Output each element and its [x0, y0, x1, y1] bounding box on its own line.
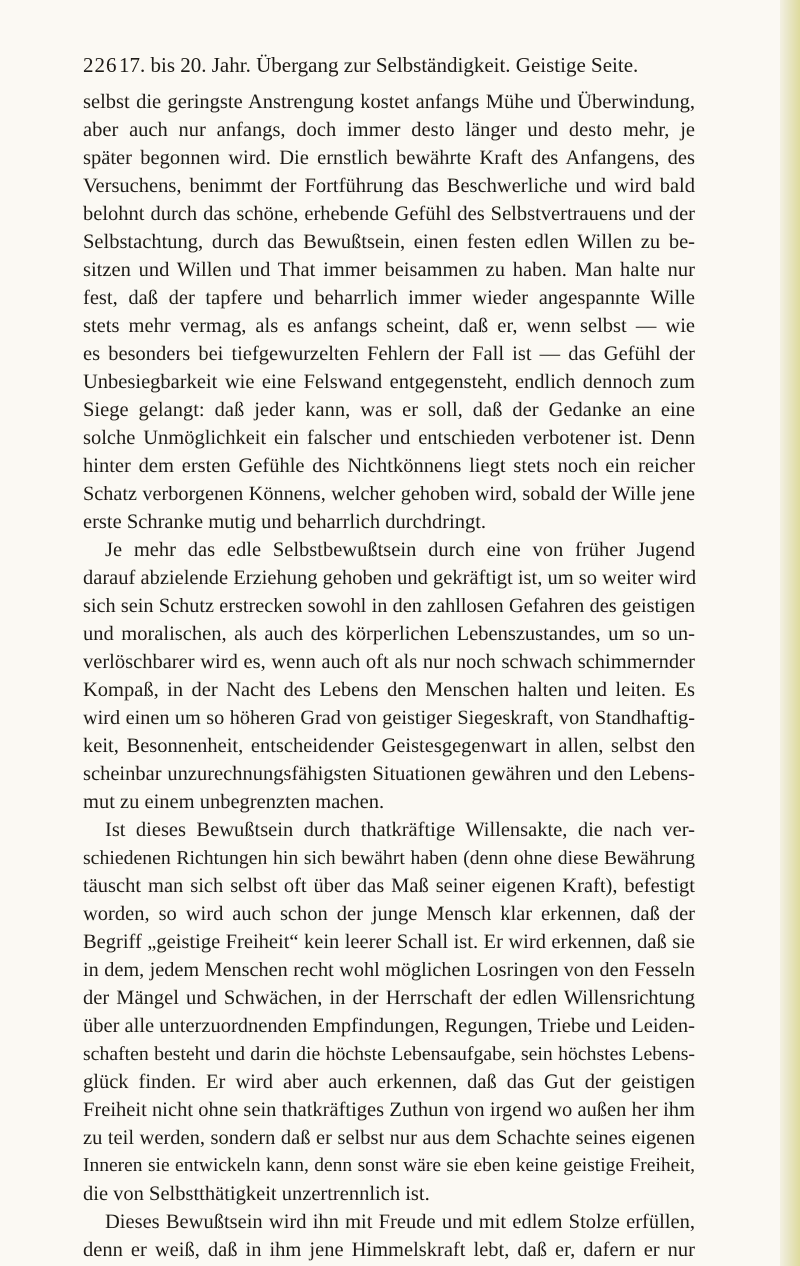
- text-line: glück finden. Er wird aber auch erkennen, daß das Gut der geistigen: [83, 1071, 695, 1093]
- text-line: belohnt durch das schöne, erhebende Gefühl des Selbstvertrauens und der: [83, 203, 695, 225]
- text-line: Selbstachtung, durch das Bewußtsein, einen festen edlen Willen zu be-: [83, 231, 695, 253]
- text-line: hinter dem ersten Gefühle des Nichtkönnens liegt stets noch ein reicher: [83, 455, 695, 477]
- text-line: darauf abzielende Erziehung gehoben und gekräftigt ist, um so weiter wird: [83, 567, 697, 589]
- text-line: der Mängel und Schwächen, in der Herrschaft der edlen Willensrichtung: [83, 987, 695, 1009]
- text-line: scheinbar unzurechnungsfähigsten Situationen gewähren und den Lebens-: [83, 763, 695, 785]
- text-line: aber auch nur anfangs, doch immer desto länger und desto mehr, je: [83, 119, 695, 141]
- text-line: Unbesiegbarkeit wie eine Felswand entgegensteht, endlich dennoch zum: [83, 371, 695, 393]
- text-line: wird einen um so höheren Grad von geistiger Siegeskraft, von Standhaftig-: [83, 707, 695, 729]
- text-line: Begriff „geistige Freiheit“ kein leerer Schall ist. Er wird erkennen, daß sie: [83, 931, 695, 953]
- text-line: Siege gelangt: daß jeder kann, was er soll, daß der Gedanke an eine: [83, 399, 695, 421]
- text-line: denn er weiß, daß in ihm jene Himmelskraft lebt, daß er, dafern er nur: [83, 1239, 695, 1261]
- text-line: Kompaß, in der Nacht des Lebens den Menschen halten und leiten. Es: [83, 679, 695, 701]
- text-line: es besonders bei tiefgewurzelten Fehlern der Fall ist — das Gefühl der: [83, 343, 695, 365]
- text-line: worden, so wird auch schon der junge Mensch klar erkennen, daß der: [83, 903, 695, 925]
- text-line: in dem, jedem Menschen recht wohl möglichen Losringen von den Fesseln: [83, 959, 695, 981]
- text-line: über alle unterzuordnenden Empfindungen, Regungen, Triebe und Leiden-: [83, 1015, 695, 1037]
- text-line: täuscht man sich selbst oft über das Maß seiner eigenen Kraft), befestigt: [83, 875, 695, 897]
- text-line: und moralischen, als auch des körperlichen Lebenszustandes, um so un-: [83, 623, 695, 645]
- paragraph-start-line: Je mehr das edle Selbstbewußtsein durch eine von früher Jugend: [105, 539, 695, 561]
- paragraph-start-line: Ist dieses Bewußtsein durch thatkräftige Willensakte, die nach ver-: [105, 819, 695, 841]
- text-line: fest, daß der tapfere und beharrlich immer wieder angespannte Wille: [83, 287, 695, 309]
- body-text: [83, 88, 695, 1264]
- text-line: verlöschbarer wird es, wenn auch oft als nur noch schwach schimmernder: [83, 651, 695, 673]
- text-line: selbst die geringste Anstrengung kostet anfangs Mühe und Überwindung,: [83, 91, 695, 113]
- text-line: Inneren sie entwickeln kann, denn sonst wäre sie eben keine geistige Freiheit,: [83, 1155, 695, 1176]
- text-line: schiedenen Richtungen hin sich bewährt haben (denn ohne diese Bewährung: [83, 847, 695, 869]
- paragraph-end-line: die von Selbstthätigkeit unzertrennlich ist.: [83, 1183, 430, 1205]
- text-line: zu teil werden, sondern daß er selbst nur aus dem Schachte seines eigenen: [83, 1127, 695, 1149]
- paragraph-start-line: Dieses Bewußtsein wird ihn mit Freude und mit edlem Stolze erfüllen,: [105, 1211, 695, 1233]
- text-line: schaften besteht und darin die höchste Lebensaufgabe, sein höchstes Lebens-: [83, 1043, 695, 1065]
- text-line: sitzen und Willen und That immer beisammen zu haben. Man halte nur: [83, 259, 695, 281]
- paragraph-end-line: mut zu einem unbegrenzten machen.: [83, 791, 385, 813]
- text-line: später begonnen wird. Die ernstlich bewährte Kraft des Anfangens, des: [83, 147, 695, 169]
- running-header: [83, 50, 703, 80]
- text-line: Versuchens, benimmt der Fortführung das Beschwerliche und wird bald: [83, 175, 695, 197]
- running-header-title: 17. bis 20. Jahr. Übergang zur Selbständigkeit. Geistige Seite.: [119, 53, 639, 77]
- text-line: stets mehr vermag, als es anfangs scheint, daß er, wenn selbst — wie: [83, 315, 695, 337]
- text-line: sich sein Schutz erstrecken sowohl in den zahllosen Gefahren des geistigen: [83, 595, 695, 617]
- text-line: Freiheit nicht ohne sein thatkräftiges Zuthun von irgend wo außen her ihm: [83, 1099, 695, 1121]
- page-number: 226: [83, 53, 118, 77]
- text-line: keit, Besonnenheit, entscheidender Geistesgegenwart in allen, selbst den: [83, 735, 695, 757]
- page-edge: [780, 0, 800, 1266]
- paragraph-end-line: erste Schranke mutig und beharrlich durchdringt.: [83, 511, 487, 533]
- text-line: Schatz verborgenen Könnens, welcher gehoben wird, sobald der Wille jene: [83, 483, 695, 505]
- text-line: solche Unmöglichkeit ein falscher und entschieden verbotener ist. Denn: [83, 427, 695, 449]
